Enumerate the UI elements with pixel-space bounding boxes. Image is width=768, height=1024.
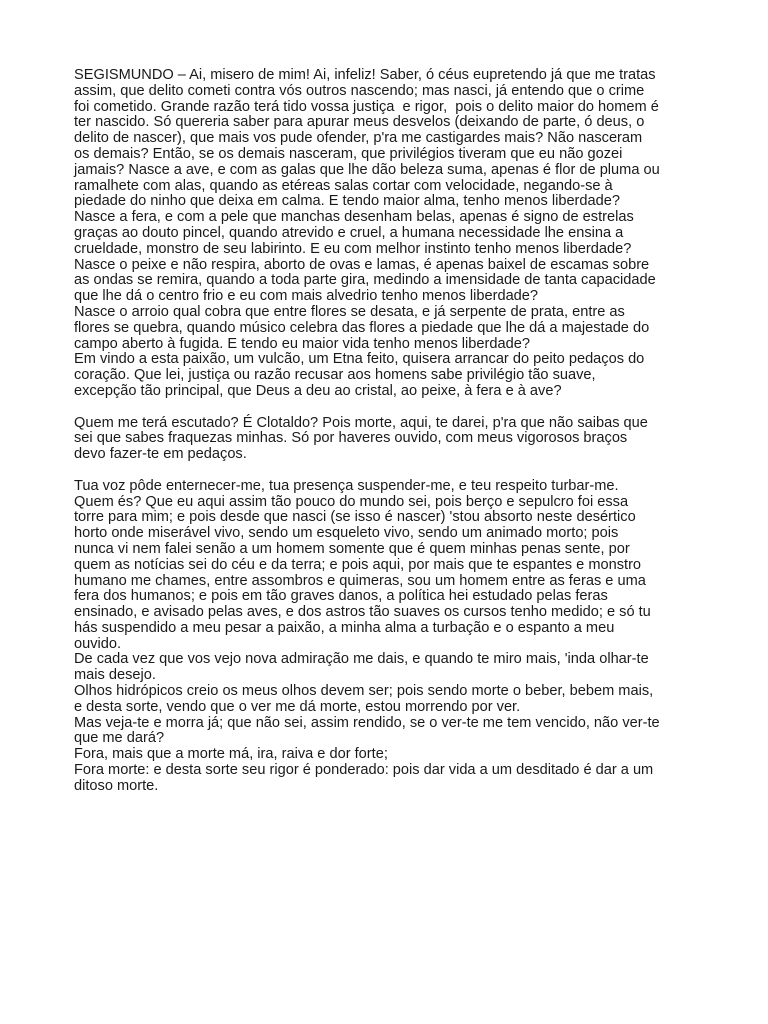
text-line: assim, que delito cometi contra vós outros nascendo; mas nasci, já entendo que o crime [74,82,645,99]
text-line: ramalhete com alas, quando as etéreas salas cortar com velocidade, negando-se à [74,177,613,194]
text-line: Quem me terá escutado? É Clotaldo? Pois morte, aqui, te darei, p'ra que não saibas que [74,414,648,431]
text-line: De cada vez que vos vejo nova admiração me dais, e quando te miro mais, 'inda olhar-te [74,651,649,668]
text-line: humano me chames, entre assombros e quimeras, sou um homem entre as feras e uma [74,572,646,589]
text-line: os demais? Então, se os demais nasceram, que privilégios tiveram que eu não gozei [74,145,623,162]
text-line: mais desejo. [74,667,156,684]
text-line: que me dará? [74,730,165,747]
text-line: crueldade, monstro de seu labirinto. E eu com melhor instinto tenho menos liberdade? [74,240,632,257]
text-line: Nasce a fera, e com a pele que manchas desenham belas, apenas é signo de estrelas [74,209,634,226]
text-line: as ondas se remira, quando a toda parte gira, medindo a imensidade de tanta capacidade [74,272,656,289]
text-line: e desta sorte, vendo que o ver me dá morte, estou morrendo por ver. [74,698,521,715]
text-line: fera dos humanos; e pois em tão graves danos, a política hei estudado pelas feras [74,588,608,605]
text-line: campo aberto à fugida. E tendo eu maior vida tenho menos liberdade? [74,335,530,352]
text-line: Nasce o arroio qual cobra que entre flores se desata, e já serpente de prata, entre as [74,303,625,320]
text-line: piedade do ninho que deixa em calma. E tendo maior alma, tenho menos liberdade? [74,193,620,210]
text-line: devo fazer-te em pedaços. [74,446,247,463]
text-line: ouvido. [74,635,122,652]
text-line: foi cometido. Grande razão terá tido vossa justiça e rigor, pois o delito maior do homem é [74,98,659,115]
text-line: hás suspendido a meu pesar a paixão, a minha alma a turbação e o espanto a meu [74,619,615,636]
text-line: flores se quebra, quando músico celebra das flores a piedade que lhe dá a majestade do [74,319,650,336]
paragraph-gap [74,400,698,416]
text-line: horto onde miserável vivo, sendo um esqueleto vivo, sendo um animado morto; pois [74,525,619,542]
text-line: graças ao douto pincel, quando atrevido e cruel, a humana necessidade lhe ensina a [74,224,624,241]
text-line: delito de nascer), que mais vos pude ofender, p'ra me castigardes mais? Não nasceram [74,130,643,147]
text-line: Quem és? Que eu aqui assim tão pouco do mundo sei, pois berço e sepulcro foi essa [74,493,629,510]
paragraph-monologue [74,68,698,400]
text-line: ter nascido. Só quereria saber para apurar meus desvelos (deixando de parte, ó deus, o [74,114,645,131]
text-line: torre para mim; e pois desde que nasci (se isso é nascer) 'stou absorto neste desértico [74,509,636,526]
text-line: nunca vi nem falei senão a um homem somente que é quem minhas penas sente, por [74,540,630,557]
paragraph-clotaldo [74,416,698,463]
text-line: Mas veja-te e morra já; que não sei, assim rendido, se o ver-te me tem vencido, não ver-te [74,714,660,731]
text-line: Em vindo a esta paixão, um vulcão, um Etna feito, quisera arrancar do peito pedaços do [74,351,645,368]
text-line: SEGISMUNDO – Ai, misero de mim! Ai, infeliz! Saber, ó céus eupretendo já que me tratas [74,67,656,83]
text-line: Fora, mais que a morte má, ira, raiva e dor forte; [74,746,388,763]
text-line: Nasce o peixe e não respira, aborto de ovas e lamas, é apenas baixel de escamas sobre [74,256,650,273]
text-line: sei que sabes fraquezas minhas. Só por haveres ouvido, com meus vigorosos braços [74,430,628,447]
text-line: Fora morte: e desta sorte seu rigor é ponderado: pois dar vida a um desditado é dar a um [74,762,654,779]
text-line: Tua voz pôde enternecer-me, tua presença suspender-me, e teu respeito turbar-me. [74,477,619,494]
paragraph-voice [74,479,698,795]
text-line: ensinado, e avisado pelas aves, e dos astros tão suaves os cursos tenho medido; e só tu [74,604,651,621]
text-line: quem as notícias sei do céu e da terra; e pois aqui, por mais que te espantes e monstro [74,556,642,573]
document-page [74,68,698,795]
text-line: que lhe dá o centro frio e eu com mais alvedrio tenho menos liberdade? [74,288,539,305]
text-line: coração. Que lei, justiça ou razão recusar aos homens sabe privilégio tão suave, [74,367,596,384]
text-line: Olhos hidrópicos creio os meus olhos devem ser; pois sendo morte o beber, bebem mais, [74,683,654,700]
text-line: ditoso morte. [74,777,159,794]
text-line: excepção tão principal, que Deus a deu ao cristal, ao peixe, à fera e à ave? [74,382,562,399]
paragraph-gap [74,463,698,479]
text-line: jamais? Nasce a ave, e com as galas que lhe dão beleza suma, apenas é flor de pluma ou [74,161,660,178]
